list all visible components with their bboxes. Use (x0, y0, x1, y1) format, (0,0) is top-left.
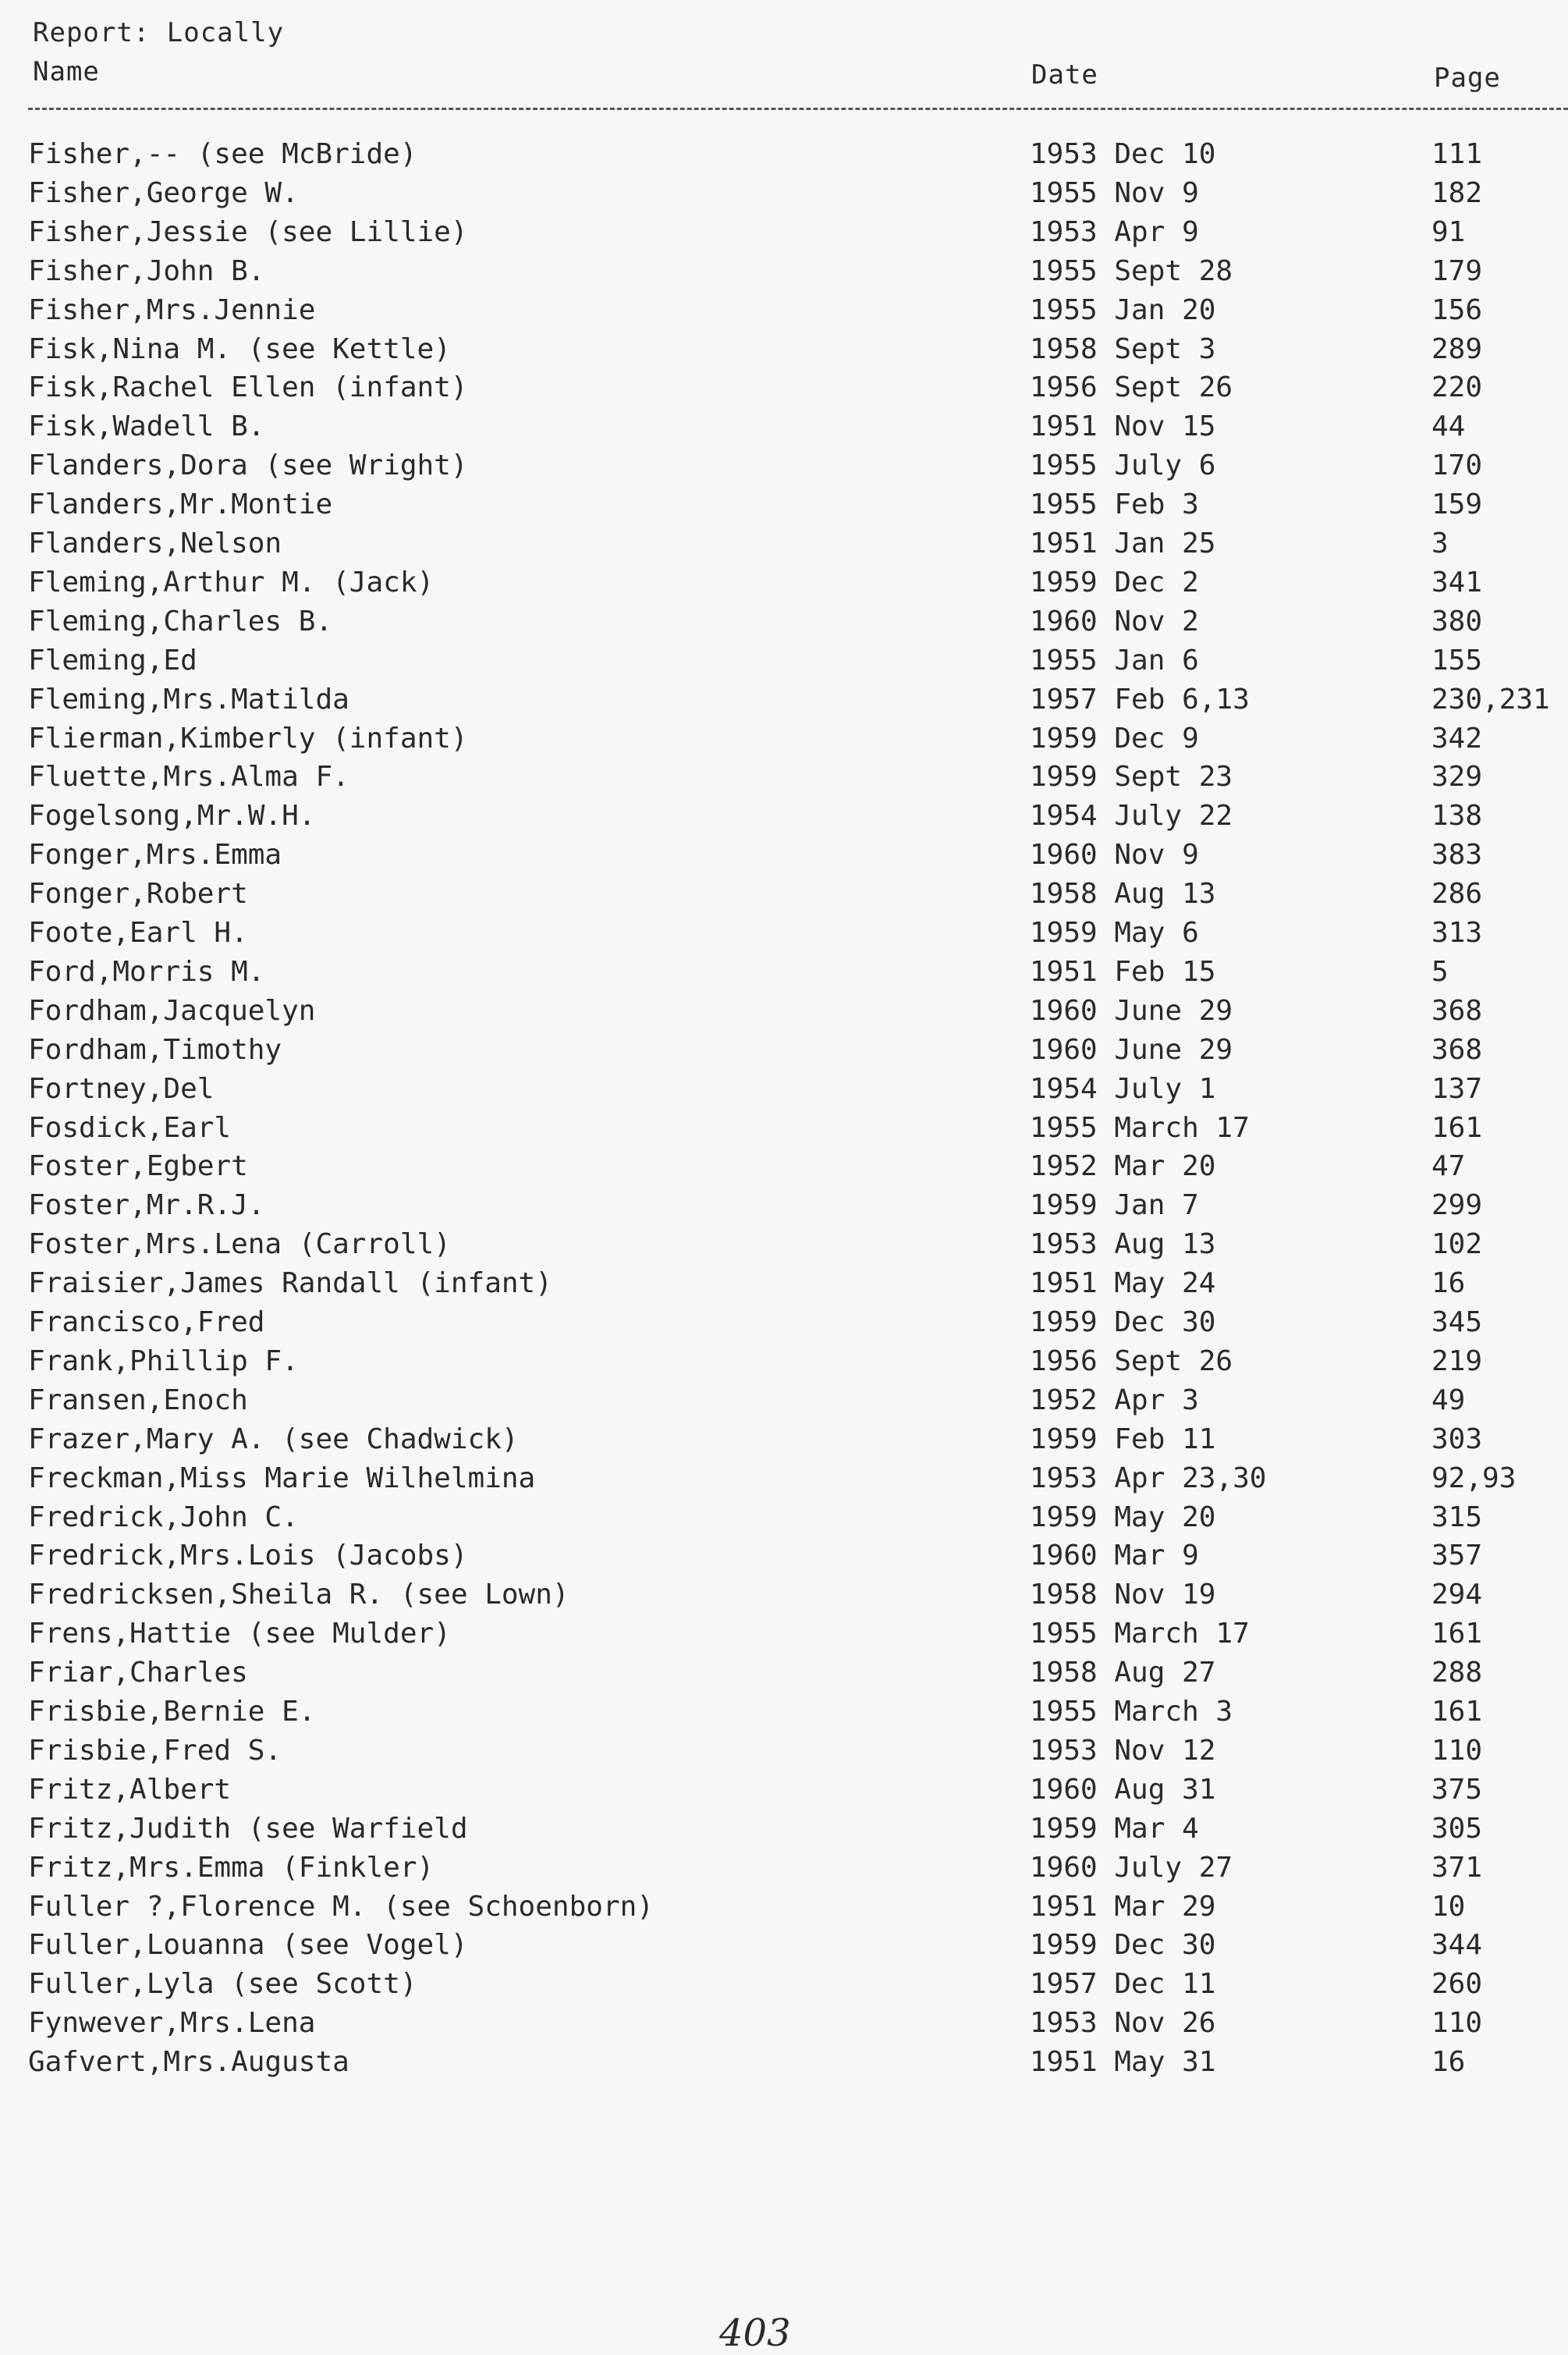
index-entry (0, 723, 1568, 762)
index-entry (0, 839, 1568, 878)
entry-name: Fredricksen,Sheila R. (see Lown) (28, 1579, 569, 1611)
entry-name: Flanders,Nelson (28, 527, 282, 559)
index-entry (0, 294, 1568, 333)
entry-name: Frank,Phillip F. (28, 1344, 299, 1377)
entry-name: Gafvert,Mrs.Augusta (28, 2046, 349, 2079)
entry-date: 1953 Aug 13 (1030, 1228, 1216, 1261)
index-entry (0, 138, 1568, 177)
index-entry (0, 1112, 1568, 1151)
entry-name: Fisher,George W. (28, 176, 299, 209)
entry-page: 102 (1431, 1228, 1483, 1261)
entry-date: 1955 Jan 20 (1030, 293, 1216, 326)
entry-name: Fluette,Mrs.Alma F. (28, 761, 349, 794)
entry-page: 260 (1431, 1968, 1483, 2001)
entry-date: 1953 Apr 23,30 (1030, 1462, 1267, 1494)
entry-date: 1959 Sept 23 (1030, 761, 1233, 794)
entry-date: 1957 Feb 6,13 (1030, 683, 1250, 716)
entry-page: 161 (1431, 1111, 1483, 1144)
entry-date: 1960 June 29 (1030, 994, 1233, 1027)
entry-date: 1954 July 1 (1030, 1072, 1216, 1105)
entry-date: 1958 Aug 13 (1030, 878, 1216, 911)
entry-date: 1959 May 20 (1030, 1501, 1216, 1533)
entry-date: 1959 Jan 7 (1030, 1189, 1199, 1222)
report-title: Report: Locally (33, 17, 285, 48)
index-entry (0, 255, 1568, 294)
index-entry (0, 488, 1568, 527)
index-entry (0, 1929, 1568, 1968)
entry-name: Foster,Mrs.Lena (Carroll) (28, 1228, 451, 1261)
index-entry (0, 410, 1568, 449)
entry-date: 1960 Mar 9 (1030, 1540, 1199, 1572)
entry-page: 182 (1431, 176, 1483, 209)
index-entry (0, 761, 1568, 800)
entry-date: 1951 May 31 (1030, 2046, 1216, 2079)
column-header-page: Page (1434, 62, 1501, 94)
index-entry (0, 1968, 1568, 2007)
entry-date: 1952 Apr 3 (1030, 1384, 1199, 1416)
entry-date: 1958 Sept 3 (1030, 332, 1216, 365)
header-divider (28, 108, 1568, 110)
index-entry (0, 995, 1568, 1034)
entry-page: 341 (1431, 566, 1483, 599)
entry-name: Friar,Charles (28, 1657, 248, 1689)
index-entry (0, 878, 1568, 917)
entry-name: Fordham,Timothy (28, 1033, 282, 1066)
entry-date: 1952 Mar 20 (1030, 1150, 1216, 1183)
entry-date: 1960 June 29 (1030, 1033, 1233, 1066)
index-entry (0, 1540, 1568, 1579)
entry-page: 315 (1431, 1501, 1483, 1533)
column-header-name: Name (33, 56, 100, 87)
entry-page: 289 (1431, 332, 1483, 365)
index-entry (0, 1345, 1568, 1384)
entry-page: 383 (1431, 839, 1483, 872)
entry-name: Fosdick,Earl (28, 1111, 232, 1144)
entry-date: 1951 May 24 (1030, 1267, 1216, 1300)
entry-page: 344 (1431, 1929, 1483, 1962)
index-entry (0, 1384, 1568, 1423)
index-entry (0, 1267, 1568, 1306)
index-entry (0, 1774, 1568, 1813)
entry-page: 313 (1431, 917, 1483, 949)
entry-date: 1959 Dec 9 (1030, 722, 1199, 755)
entry-name: Fritz,Mrs.Emma (Finkler) (28, 1851, 435, 1884)
entry-name: Fleming,Mrs.Matilda (28, 683, 349, 716)
entry-date: 1951 Jan 25 (1030, 527, 1216, 559)
index-entry (0, 371, 1568, 410)
entry-name: Fransen,Enoch (28, 1384, 248, 1416)
entry-page: 3 (1431, 527, 1449, 559)
entry-name: Fleming,Arthur M. (Jack) (28, 566, 435, 599)
entry-date: 1953 Nov 26 (1030, 2007, 1216, 2040)
entry-name: Fuller ?,Florence M. (see Schoenborn) (28, 1890, 654, 1923)
entry-page: 92,93 (1431, 1462, 1517, 1494)
entry-date: 1960 Nov 2 (1030, 605, 1199, 638)
entry-page: 179 (1431, 254, 1483, 287)
entry-date: 1955 July 6 (1030, 449, 1216, 482)
entry-page: 110 (1431, 1734, 1483, 1767)
entry-name: Fonger,Mrs.Emma (28, 839, 282, 872)
entry-page: 303 (1431, 1423, 1483, 1455)
entry-date: 1960 Aug 31 (1030, 1773, 1216, 1806)
entry-date: 1959 Feb 11 (1030, 1423, 1216, 1455)
entry-name: Foote,Earl H. (28, 917, 248, 949)
entry-page: 286 (1431, 878, 1483, 911)
entry-page: 44 (1431, 410, 1466, 443)
index-entry (0, 1189, 1568, 1228)
entry-name: Fisk,Rachel Ellen (infant) (28, 371, 468, 404)
entry-date: 1960 Nov 9 (1030, 839, 1199, 872)
entry-name: Frens,Hattie (see Mulder) (28, 1618, 451, 1650)
entry-name: Fleming,Ed (28, 644, 197, 677)
index-entry (0, 1073, 1568, 1112)
entry-page: 91 (1431, 215, 1466, 248)
entry-date: 1951 Feb 15 (1030, 955, 1216, 988)
entry-name: Francisco,Fred (28, 1306, 265, 1338)
entry-page: 368 (1431, 994, 1483, 1027)
entry-name: Fraisier,James Randall (infant) (28, 1267, 552, 1300)
entry-page: 16 (1431, 1267, 1466, 1300)
entry-date: 1959 Dec 30 (1030, 1929, 1216, 1962)
entry-date: 1959 Mar 4 (1030, 1812, 1199, 1845)
entry-date: 1959 Dec 30 (1030, 1306, 1216, 1338)
entry-date: 1953 Dec 10 (1030, 138, 1216, 170)
entry-name: Fredrick,Mrs.Lois (Jacobs) (28, 1540, 468, 1572)
entry-page: 371 (1431, 1851, 1483, 1884)
entry-name: Fredrick,John C. (28, 1501, 299, 1533)
entry-name: Fonger,Robert (28, 878, 248, 911)
column-header-date: Date (1031, 59, 1098, 91)
index-entry (0, 1657, 1568, 1696)
entry-date: 1956 Sept 26 (1030, 371, 1233, 404)
index-entry (0, 2007, 1568, 2046)
entry-page: 375 (1431, 1773, 1483, 1806)
entry-page: 219 (1431, 1344, 1483, 1377)
entry-name: Foster,Egbert (28, 1150, 248, 1183)
index-entry (0, 177, 1568, 216)
index-entry (0, 1735, 1568, 1774)
entry-page: 299 (1431, 1189, 1483, 1222)
entry-page: 111 (1431, 138, 1483, 170)
entry-page: 159 (1431, 488, 1483, 521)
entry-page: 161 (1431, 1696, 1483, 1728)
entry-date: 1955 Nov 9 (1030, 176, 1199, 209)
entry-name: Fortney,Del (28, 1072, 215, 1105)
entry-name: Fuller,Louanna (see Vogel) (28, 1929, 468, 1962)
entry-name: Frazer,Mary A. (see Chadwick) (28, 1423, 519, 1455)
index-entry (0, 917, 1568, 956)
entry-date: 1951 Nov 15 (1030, 410, 1216, 443)
index-entry (0, 1891, 1568, 1930)
entry-name: Frisbie,Fred S. (28, 1734, 282, 1767)
entry-date: 1955 Sept 28 (1030, 254, 1233, 287)
entry-page: 10 (1431, 1890, 1466, 1923)
entry-date: 1960 July 27 (1030, 1851, 1233, 1884)
entry-page: 161 (1431, 1618, 1483, 1650)
entry-page: 288 (1431, 1657, 1483, 1689)
entry-name: Fogelsong,Mr.W.H. (28, 800, 316, 833)
entry-page: 368 (1431, 1033, 1483, 1066)
index-entry (0, 606, 1568, 645)
entry-date: 1954 July 22 (1030, 800, 1233, 833)
entry-page: 357 (1431, 1540, 1483, 1572)
entry-name: Freckman,Miss Marie Wilhelmina (28, 1462, 536, 1494)
entry-name: Flanders,Mr.Montie (28, 488, 333, 521)
entry-page: 16 (1431, 2046, 1466, 2079)
entry-name: Fisher,Jessie (see Lillie) (28, 215, 468, 248)
entry-date: 1955 Jan 6 (1030, 644, 1199, 677)
entry-page: 220 (1431, 371, 1483, 404)
entry-name: Fuller,Lyla (see Scott) (28, 1968, 417, 2001)
entry-date: 1953 Apr 9 (1030, 215, 1199, 248)
entry-page: 110 (1431, 2007, 1483, 2040)
index-entry (0, 216, 1568, 255)
entry-page: 345 (1431, 1306, 1483, 1338)
entry-date: 1955 March 3 (1030, 1696, 1233, 1728)
entry-name: Ford,Morris M. (28, 955, 265, 988)
index-entry (0, 333, 1568, 372)
entry-name: Fynwever,Mrs.Lena (28, 2007, 316, 2040)
index-entry (0, 1150, 1568, 1189)
entry-page: 230,231 (1431, 683, 1550, 716)
index-entry (0, 956, 1568, 995)
index-entry (0, 1501, 1568, 1540)
entry-page: 380 (1431, 605, 1483, 638)
entry-date: 1951 Mar 29 (1030, 1890, 1216, 1923)
entry-date: 1955 March 17 (1030, 1618, 1250, 1650)
entry-name: Frisbie,Bernie E. (28, 1696, 316, 1728)
entry-date: 1956 Sept 26 (1030, 1344, 1233, 1377)
entry-page: 47 (1431, 1150, 1466, 1183)
entry-name: Fisher,Mrs.Jennie (28, 293, 316, 326)
index-entry (0, 1034, 1568, 1073)
entry-date: 1958 Aug 27 (1030, 1657, 1216, 1689)
index-entry (0, 1813, 1568, 1852)
index-entry (0, 645, 1568, 684)
entry-name: Fisk,Wadell B. (28, 410, 265, 443)
entry-name: Fisher,John B. (28, 254, 265, 287)
page-number: 403 (719, 2311, 791, 2355)
entry-page: 170 (1431, 449, 1483, 482)
entry-date: 1955 Feb 3 (1030, 488, 1199, 521)
index-entry (0, 567, 1568, 606)
index-entry (0, 1618, 1568, 1657)
entry-name: Fordham,Jacquelyn (28, 994, 316, 1027)
entry-page: 137 (1431, 1072, 1483, 1105)
entry-page: 5 (1431, 955, 1449, 988)
index-entry (0, 1579, 1568, 1618)
index-entry (0, 1423, 1568, 1462)
index-entry (0, 527, 1568, 567)
index-entry (0, 449, 1568, 488)
entry-page: 155 (1431, 644, 1483, 677)
entry-date: 1953 Nov 12 (1030, 1734, 1216, 1767)
entry-page: 49 (1431, 1384, 1466, 1416)
entry-name: Flierman,Kimberly (infant) (28, 722, 468, 755)
index-entry (0, 1852, 1568, 1891)
index-entry (0, 800, 1568, 839)
entry-page: 329 (1431, 761, 1483, 794)
entry-name: Fisk,Nina M. (see Kettle) (28, 332, 451, 365)
entry-page: 342 (1431, 722, 1483, 755)
index-entry (0, 1696, 1568, 1735)
entry-date: 1959 Dec 2 (1030, 566, 1199, 599)
index-entry (0, 1462, 1568, 1501)
index-entry (0, 2046, 1568, 2085)
entry-date: 1955 March 17 (1030, 1111, 1250, 1144)
entry-name: Fritz,Albert (28, 1773, 232, 1806)
entry-name: Fritz,Judith (see Warfield (28, 1812, 468, 1845)
entry-page: 305 (1431, 1812, 1483, 1845)
entry-page: 138 (1431, 800, 1483, 833)
entry-date: 1958 Nov 19 (1030, 1579, 1216, 1611)
index-entry (0, 684, 1568, 723)
entry-page: 294 (1431, 1579, 1483, 1611)
entry-page: 156 (1431, 293, 1483, 326)
entry-name: Flanders,Dora (see Wright) (28, 449, 468, 482)
entry-name: Fleming,Charles B. (28, 605, 333, 638)
index-entry (0, 1228, 1568, 1267)
entry-date: 1959 May 6 (1030, 917, 1199, 949)
entry-name: Foster,Mr.R.J. (28, 1189, 265, 1222)
entry-date: 1957 Dec 11 (1030, 1968, 1216, 2001)
entry-name: Fisher,-- (see McBride) (28, 138, 417, 170)
index-entry (0, 1306, 1568, 1345)
